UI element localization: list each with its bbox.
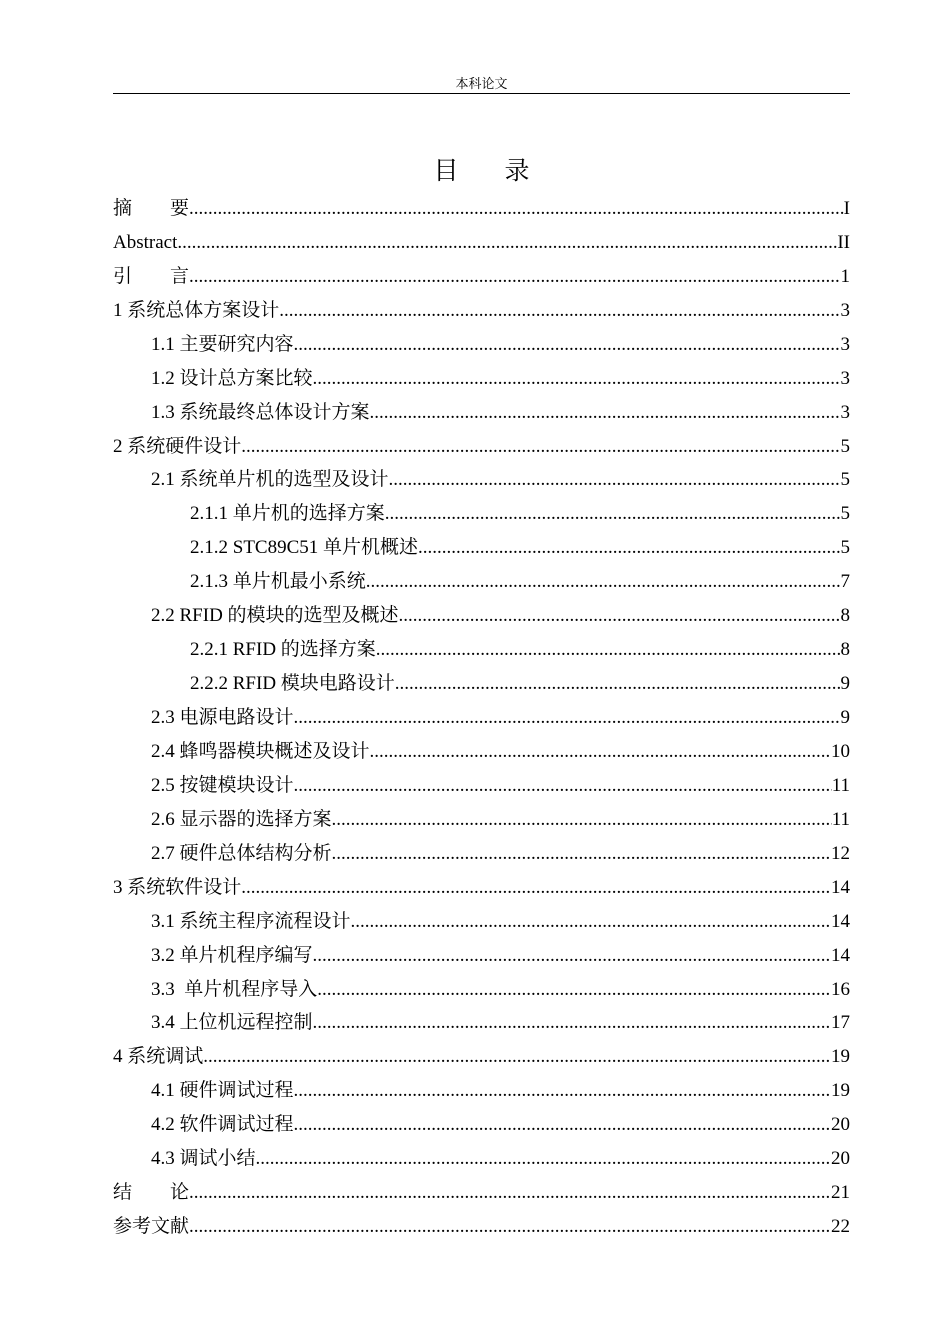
toc-entry-label: 3.3 单片机程序导入	[151, 978, 318, 1000]
toc-dot-leader	[294, 705, 841, 730]
toc-dot-leader	[313, 1010, 831, 1035]
toc-entry-page-number: 5	[840, 537, 850, 559]
toc-entry[interactable]	[113, 1106, 850, 1140]
toc-entry-page-number: I	[843, 197, 850, 219]
toc-entry[interactable]	[113, 1140, 850, 1174]
toc-entry[interactable]	[113, 767, 850, 801]
toc-entry-page-number: 20	[831, 1148, 850, 1170]
toc-entry-page-number: 20	[831, 1114, 850, 1136]
toc-entry[interactable]	[113, 326, 850, 360]
toc-dot-leader	[189, 264, 840, 289]
toc-entry-label: 引 言	[113, 265, 190, 287]
toc-entry-label: 1.2 设计总方案比较	[151, 367, 313, 389]
toc-entry[interactable]	[113, 529, 850, 563]
toc-dot-leader	[189, 196, 844, 221]
toc-entry-label: 2.6 显示器的选择方案	[151, 808, 332, 830]
toc-entry[interactable]	[113, 495, 850, 529]
toc-dot-leader	[189, 1214, 831, 1239]
toc-entry-label: 参考文献	[113, 1216, 190, 1238]
toc-dot-leader	[317, 977, 831, 1002]
toc-entry-page-number: 14	[831, 910, 850, 932]
toc-entry-page-number: 5	[840, 503, 850, 525]
toc-entry-page-number: II	[837, 231, 850, 253]
table-of-contents	[113, 190, 850, 1242]
toc-entry-label: 2.2.1 RFID 的选择方案	[190, 639, 376, 661]
toc-dot-leader	[385, 501, 841, 526]
toc-entry-page-number: 11	[831, 774, 850, 796]
toc-entry-label: 摘 要	[113, 197, 190, 219]
toc-entry-label: 2.2.2 RFID 模块电路设计	[190, 673, 395, 695]
toc-entry[interactable]	[113, 835, 850, 869]
toc-entry-label: 3.1 系统主程序流程设计	[151, 910, 351, 932]
toc-entry[interactable]	[113, 394, 850, 428]
toc-dot-leader	[366, 569, 841, 594]
toc-entry[interactable]	[113, 563, 850, 597]
toc-dot-leader	[294, 1112, 831, 1137]
toc-entry[interactable]	[113, 971, 850, 1005]
toc-dot-leader	[203, 1044, 831, 1069]
toc-entry[interactable]	[113, 631, 850, 665]
toc-entry-label: 4.1 硬件调试过程	[151, 1080, 294, 1102]
toc-entry-page-number: 5	[840, 469, 850, 491]
toc-entry-page-number: 12	[831, 842, 850, 864]
toc-entry-label: 1.3 系统最终总体设计方案	[151, 401, 370, 423]
toc-entry[interactable]	[113, 1208, 850, 1242]
toc-entry-label: 3.4 上位机远程控制	[151, 1012, 313, 1034]
toc-entry-page-number: 14	[831, 944, 850, 966]
toc-entry-page-number: 16	[831, 978, 850, 1000]
toc-dot-leader	[256, 1146, 831, 1171]
toc-entry-label: 4 系统调试	[113, 1046, 204, 1068]
toc-entry-page-number: 3	[840, 299, 850, 321]
toc-entry-label: 2.1.2 STC89C51 单片机概述	[190, 537, 419, 559]
toc-entry-page-number: 21	[831, 1182, 850, 1204]
toc-entry-label: 2.1 系统单片机的选型及设计	[151, 469, 389, 491]
toc-entry[interactable]	[113, 937, 850, 971]
toc-entry-label: 2.3 电源电路设计	[151, 707, 294, 728]
toc-entry[interactable]	[113, 869, 850, 903]
toc-entry[interactable]	[113, 1072, 850, 1106]
toc-entry[interactable]	[113, 292, 850, 326]
toc-dot-leader	[389, 467, 841, 492]
toc-entry-page-number: 3	[840, 401, 850, 423]
toc-entry-label: 4.2 软件调试过程	[151, 1114, 294, 1136]
toc-entry-label: 4.3 调试小结	[151, 1148, 256, 1170]
toc-entry-label: 3.2 单片机程序编写	[151, 944, 313, 966]
toc-dot-leader	[294, 332, 841, 357]
toc-entry-page-number: 9	[840, 707, 850, 728]
toc-entry-label: 2.1.3 单片机最小系统	[190, 571, 366, 593]
toc-dot-leader	[351, 909, 831, 934]
toc-entry-label: 1.1 主要研究内容	[151, 333, 294, 355]
toc-entry-page-number: 3	[840, 333, 850, 355]
toc-entry-label: 2.2 RFID 的模块的选型及概述	[151, 605, 399, 627]
toc-dot-leader	[370, 400, 841, 425]
toc-entry-label: 1 系统总体方案设计	[113, 299, 280, 321]
toc-entry-page-number: 19	[831, 1080, 850, 1102]
toc-entry[interactable]	[113, 428, 850, 462]
toc-entry-page-number: 14	[831, 876, 850, 898]
toc-dot-leader	[241, 434, 840, 459]
toc-entry-page-number: 19	[831, 1046, 850, 1068]
toc-entry-page-number: 7	[840, 571, 850, 593]
toc-entry[interactable]	[113, 224, 850, 258]
toc-entry-page-number: 3	[840, 367, 850, 389]
toc-entry-page-number: 5	[840, 435, 850, 457]
toc-dot-leader	[399, 603, 841, 628]
toc-dot-leader	[313, 943, 831, 968]
toc-entry[interactable]	[113, 733, 850, 767]
toc-dot-leader	[177, 230, 837, 255]
toc-entry[interactable]	[113, 258, 850, 292]
toc-entry-label: 3 系统软件设计	[113, 876, 242, 898]
toc-dot-leader	[279, 298, 840, 323]
toc-entry[interactable]	[113, 462, 850, 496]
toc-entry-label: Abstract	[113, 231, 178, 253]
toc-dot-leader	[370, 739, 831, 764]
toc-entry-page-number: 9	[840, 673, 850, 695]
toc-entry-page-number: 22	[831, 1216, 850, 1238]
running-header: 本科论文	[455, 76, 508, 91]
toc-title-char-2: 录	[504, 158, 530, 185]
toc-dot-leader	[241, 875, 831, 900]
toc-entry[interactable]	[113, 190, 850, 224]
toc-entry-label: 2.7 硬件总体结构分析	[151, 842, 332, 864]
toc-entry[interactable]	[113, 1005, 850, 1039]
toc-entry[interactable]	[113, 665, 850, 699]
toc-entry[interactable]	[113, 903, 850, 937]
toc-entry[interactable]	[113, 597, 850, 631]
toc-dot-leader	[332, 807, 832, 832]
toc-entry[interactable]	[113, 1174, 850, 1208]
toc-entry-label: 2.5 按键模块设计	[151, 774, 294, 796]
toc-entry[interactable]	[113, 699, 850, 733]
toc-entry[interactable]	[113, 801, 850, 835]
toc-entry-page-number: 8	[840, 639, 850, 661]
toc-dot-leader	[294, 773, 832, 798]
toc-dot-leader	[418, 535, 840, 560]
toc-entry-page-number: 11	[831, 808, 850, 830]
toc-entry-label: 2 系统硬件设计	[113, 435, 242, 457]
toc-entry-page-number: 17	[831, 1012, 850, 1034]
toc-entry-label: 结 论	[113, 1182, 190, 1204]
toc-entry[interactable]	[113, 1038, 850, 1072]
toc-dot-leader	[313, 366, 841, 391]
toc-dot-leader	[189, 1180, 831, 1205]
toc-entry-page-number: 1	[840, 265, 850, 287]
toc-dot-leader	[294, 1078, 831, 1103]
toc-entry-page-number: 8	[840, 605, 850, 627]
toc-entry[interactable]	[113, 360, 850, 394]
toc-title-char-1: 目	[433, 158, 459, 185]
toc-entry-page-number: 10	[831, 740, 850, 762]
toc-dot-leader	[376, 637, 841, 662]
toc-dot-leader	[395, 671, 841, 696]
toc-dot-leader	[332, 841, 831, 866]
toc-entry-label: 2.1.1 单片机的选择方案	[190, 503, 385, 525]
header-rule	[113, 93, 850, 94]
toc-title	[113, 155, 850, 189]
toc-entry-label: 2.4 蜂鸣器模块概述及设计	[151, 740, 370, 762]
